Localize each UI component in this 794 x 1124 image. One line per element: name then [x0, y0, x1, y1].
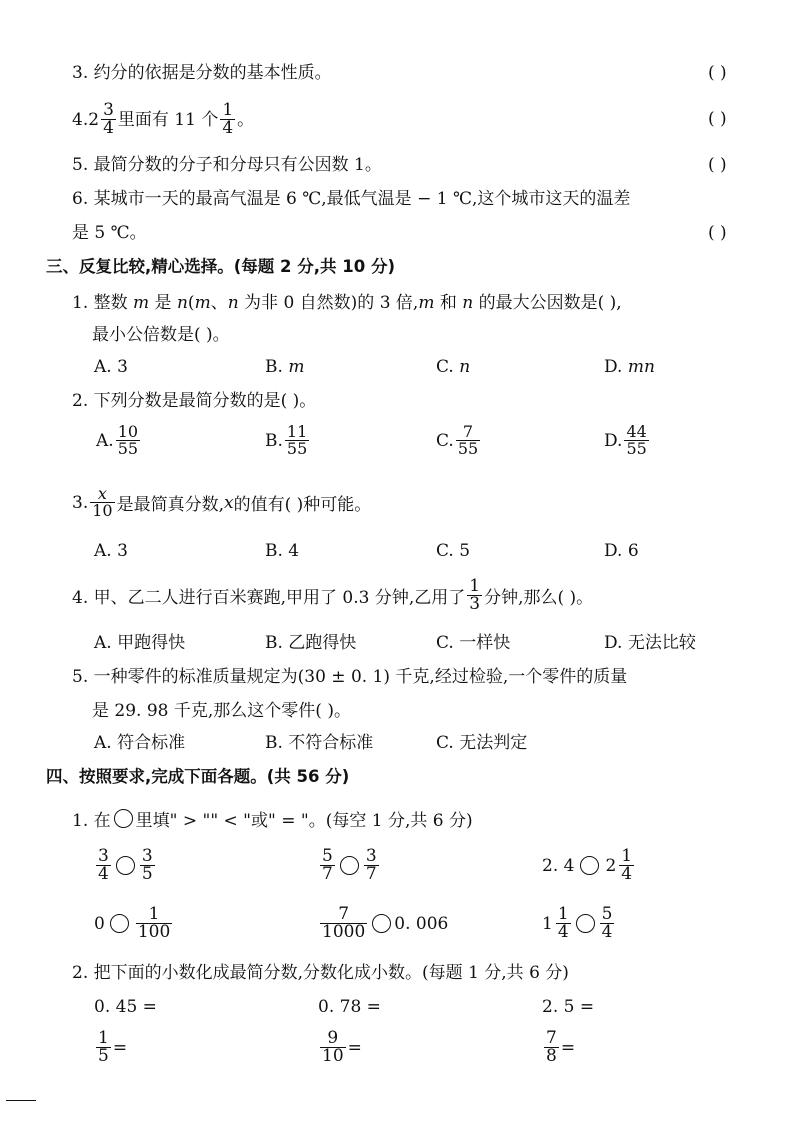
option-d[interactable]: D. 6	[604, 541, 639, 561]
section-4-title: 四、按照要求,完成下面各题。(共 56 分)	[46, 767, 350, 786]
fraction-item[interactable]: $\frac{9}{10}$ =	[322, 1028, 362, 1066]
q3-3: 3. $\frac{x}{10}$ 是最简真分数, x 的值有( )种可能。	[72, 484, 372, 520]
compare-2[interactable]: $\frac{5}{7}$ $\frac{3}{7}$	[322, 846, 377, 884]
fraction: $\frac{1}{4}$	[222, 100, 234, 138]
option-d[interactable]: D. mn	[604, 357, 655, 377]
option-b[interactable]: B. $\frac{11}{55}$	[265, 422, 308, 458]
answer-paren[interactable]: ( )	[708, 109, 727, 129]
item-text: 最简分数的分子和分母只有公因数 1。	[93, 155, 382, 175]
judge-item-6-line2: 是 5 ℃。	[72, 223, 147, 243]
decimal-item[interactable]: 2. 5 =	[542, 997, 595, 1017]
compare-5[interactable]: $\frac{7}{1000}$ 0. 006	[322, 904, 449, 942]
compare-6[interactable]: 1 $\frac{1}{4}$ $\frac{5}{4}$	[542, 904, 613, 942]
q4-2-title: 2. 把下面的小数化成最简分数,分数化成小数。(每题 1 分,共 6 分)	[72, 963, 569, 983]
footer-rule	[6, 1100, 36, 1101]
compare-1[interactable]: $\frac{3}{4}$ $\frac{3}{5}$	[98, 846, 153, 884]
option-b[interactable]: B. 乙跑得快	[265, 633, 357, 653]
option-a[interactable]: A. 3	[94, 357, 128, 377]
item-number: 5.	[72, 155, 89, 175]
circle-icon	[576, 914, 595, 933]
answer-paren[interactable]: ( )	[708, 223, 727, 243]
fraction-item[interactable]: $\frac{7}{8}$ =	[546, 1028, 576, 1066]
decimal-item[interactable]: 0. 45 =	[94, 997, 157, 1017]
q3-5-line1: 5. 一种零件的标准质量规定为(30 ± 0. 1) 千克,经过检验,一个零件的质量	[72, 667, 628, 687]
option-b[interactable]: B. m	[265, 357, 305, 377]
option-c[interactable]: C. $\frac{7}{55}$	[436, 422, 479, 458]
judge-item-4: 4. 2 $\frac{3}{4}$ 里面有 11 个 $\frac{1}{4}$ 。	[72, 100, 255, 138]
section-3-title: 三、反复比较,精心选择。(每题 2 分,共 10 分)	[46, 257, 396, 276]
answer-paren[interactable]: ( )	[708, 155, 727, 175]
compare-3[interactable]: 2. 4 2 $\frac{1}{4}$	[542, 846, 633, 884]
q3-5-line2: 是 29. 98 千克,那么这个零件( )。	[92, 701, 351, 721]
option-b[interactable]: B. 4	[265, 541, 300, 561]
judge-item-5	[72, 154, 382, 176]
option-a[interactable]: A. $\frac{10}{55}$	[96, 422, 139, 458]
option-a[interactable]: A. 3	[94, 541, 128, 561]
circle-icon	[580, 856, 599, 875]
circle-icon	[372, 914, 391, 933]
option-a[interactable]: A. 甲跑得快	[94, 633, 186, 653]
option-d[interactable]: D. 无法比较	[604, 633, 696, 653]
decimal-item[interactable]: 0. 78 =	[318, 997, 381, 1017]
q3-1-line2: 最小公倍数是( )。	[92, 325, 230, 345]
q3-4: 4. 甲、乙二人进行百米赛跑,甲用了 0.3 分钟,乙用了 $\frac{1}{3}$ 分钟,那么( )。	[72, 576, 594, 614]
judge-item-6	[72, 188, 630, 210]
q3-2: 2. 下列分数是最简分数的是( )。	[72, 391, 317, 411]
compare-4[interactable]: 0 $\frac{1}{100}$	[94, 904, 171, 942]
item-text: 约分的依据是分数的基本性质。	[93, 63, 332, 83]
mixed-whole: 2	[88, 109, 100, 130]
judge-item-3	[72, 62, 332, 84]
option-d[interactable]: D. $\frac{44}{55}$	[604, 422, 647, 458]
q3-1-line1: 1. 整数 m 是 n(m、n 为非 0 自然数)的 3 倍,m 和 n 的最大公因数是( ),	[72, 293, 622, 313]
item-text: 里面有 11 个	[117, 109, 219, 130]
option-a[interactable]: A. 符合标准	[94, 733, 186, 753]
answer-paren[interactable]: ( )	[708, 63, 727, 83]
item-number: 3.	[72, 63, 89, 83]
option-b[interactable]: B. 不符合标准	[265, 733, 374, 753]
circle-icon	[110, 914, 129, 933]
circle-icon	[114, 809, 133, 828]
item-number: 4.	[72, 109, 89, 130]
option-c[interactable]: C. 无法判定	[436, 733, 528, 753]
item-text: 某城市一天的最高气温是 6 ℃,最低气温是 − 1 ℃,这个城市这天的温差	[93, 189, 631, 209]
option-c[interactable]: C. 5	[436, 541, 471, 561]
item-number: 6.	[72, 189, 89, 209]
q4-1: 1. 在 里填" > "" < "或" = "。(每空 1 分,共 6 分)	[72, 811, 473, 831]
circle-icon	[340, 856, 359, 875]
option-c[interactable]: C. n	[436, 357, 471, 377]
circle-icon	[116, 856, 135, 875]
option-c[interactable]: C. 一样快	[436, 633, 511, 653]
fraction: $\frac{3}{4}$	[103, 100, 114, 138]
fraction-item[interactable]: $\frac{1}{5}$ =	[98, 1028, 128, 1066]
